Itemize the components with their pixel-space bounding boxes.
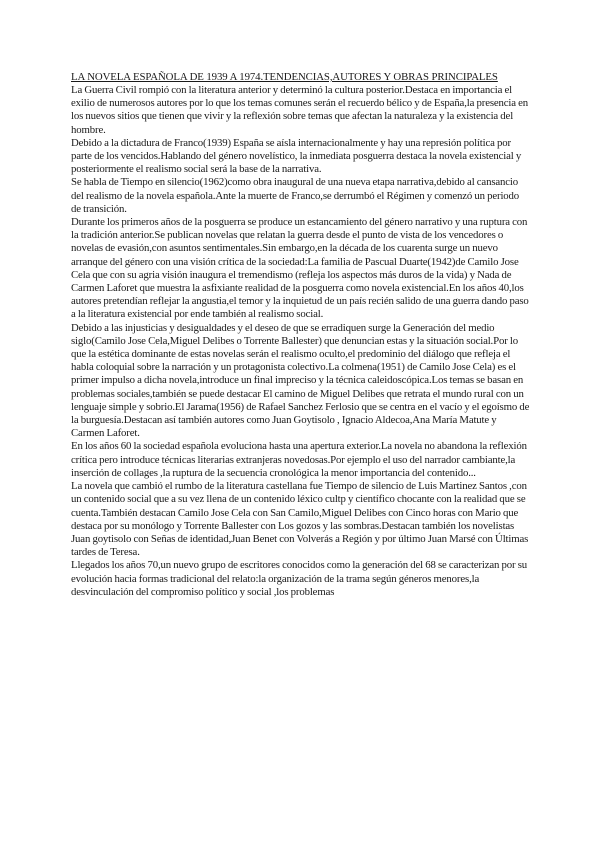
paragraph-anos-70: Llegados los años 70,un nuevo grupo de escritores conocidos como la generación del 68 se caracterizan por su evolución hacia formas tradicional del relato:la organización de la trama según géneros menores,la desvinculación del compromiso político y social ,los problemas	[71, 559, 528, 598]
document-body	[71, 84, 530, 599]
paragraph-novela-cambio: La novela que cambió el rumbo de la literatura castellana fue Tiempo de silencio de Luis Martinez Santos ,con un contenido social que a su vez llena de un contenido léxico cultp y científico chocante con la realidad que se cuenta.También destacan Camilo Jose Cela con San Camilo,Miguel Delibes con Cinco horas con Mario que destaca por su monólogo y Torrente Ballester con Los gozos y las sombras.Destacan también los novelistas Juan goytisolo con Señas de identidad,Juan Benet con Volverás a Región y por último Juan Marsé con Últimas tardes de Teresa.	[71, 480, 529, 559]
paragraph-anos-60: En los años 60 la sociedad española evoluciona hasta una apertura exterior.La novela no abandona la reflexión crítica pero introduce técnicas literarias extranjeras novedosas.Por ejemplo el uso del narrador cambiante,la inserción de collages ,la ruptura de la secuencia cronológica la menor importancia del contenido...	[71, 440, 527, 479]
paragraph-exilio: La Guerra Civil rompió con la literatura anterior y determinó la cultura posterior.Destaca en importancia el exilio de numerosos autores por lo que los temas comunes serán el recuerdo bélico y de España,la presencia en los nuevos sitios que tienen que vivir y la reflexión sobre temas que afectan la naturaleza y la existencia del hombre.	[71, 84, 529, 136]
paragraph-dictadura: Debido a la dictadura de Franco(1939) España se aísla internacionalmente y hay una represión política por parte de los vencidos.Hablando del género novelístico, la inmediata posguerra destaca la novela existencial y posteriormente el realismo social será la base de la narrativa.	[71, 136, 522, 176]
document-title: LA NOVELA ESPAÑOLA DE 1939 A 1974.TENDENCIAS,AUTORES Y OBRAS PRINCIPALES	[71, 71, 498, 83]
paragraph-medio-siglo: Debido a las injusticias y desigualdades y el deseo de que se erradiquen surge la Generación del medio siglo(Camilo Jose Cela,Miguel Delibes o Torrente Ballester) que denuncian estas y la situación social.Por lo que la estética dominante de estas novelas serán el realismo oculto,el predominio del diálogo que refleja el habla coloquial sobre la narración y un protagonista colectivo.La colmena(1951) de Camilo Jose Cela) es el primer impulso a dicha novela,introduce un final impreciso y la técnica caleidoscópica.Los temas se basan en problemas sociales,también se puede destacar El camino de Miguel Delibes que retrata el mundo rural con un lenguaje simple y sobrio.El Jarama(1956) de Rafael Sanchez Ferlosio que se centra en el vacío y el egoísmo de la burguesía.Destacan así también autores como Juan Goytisolo , Ignacio Aldecoa,Ana María Matute y Carmen Laforet.	[71, 321, 530, 440]
paragraph-tiempo-silencio: Se habla de Tiempo en silencio(1962)como obra inaugural de una nueva etapa narrativa,debido al cansancio del realismo de la novela española.Ante la muerte de Franco,se derrumbó el Régimen y comenzó un periodo de transición.	[71, 176, 520, 215]
paragraph-posguerra: Durante los primeros años de la posguerra se produce un estancamiento del género narrativo y una ruptura con la tradición anterior.Se publican novelas que relatan la guerra desde el punto de vista de los vencedores o novelas de evasión,con asuntos sentimentales.Sin embargo,en la década de los cuarenta surge un nuevo arranque del género con una visión crítica de la sociedad:La familia de Pascual Duarte(1942)de Camilo Jose Cela que con su agria visión inaugura el tremendismo (refleja los aspectos más duros de la vida) y Nada de Carmen Laforet que muestra la asfixiante realidad de la posguerra como novela existencial.En los años 40,los autores pretendían reflejar la angustia,el temor y la inquietud de un país recién salido de una guerra dando paso a la literatura existencial por ende también al realismo social.	[71, 216, 529, 321]
